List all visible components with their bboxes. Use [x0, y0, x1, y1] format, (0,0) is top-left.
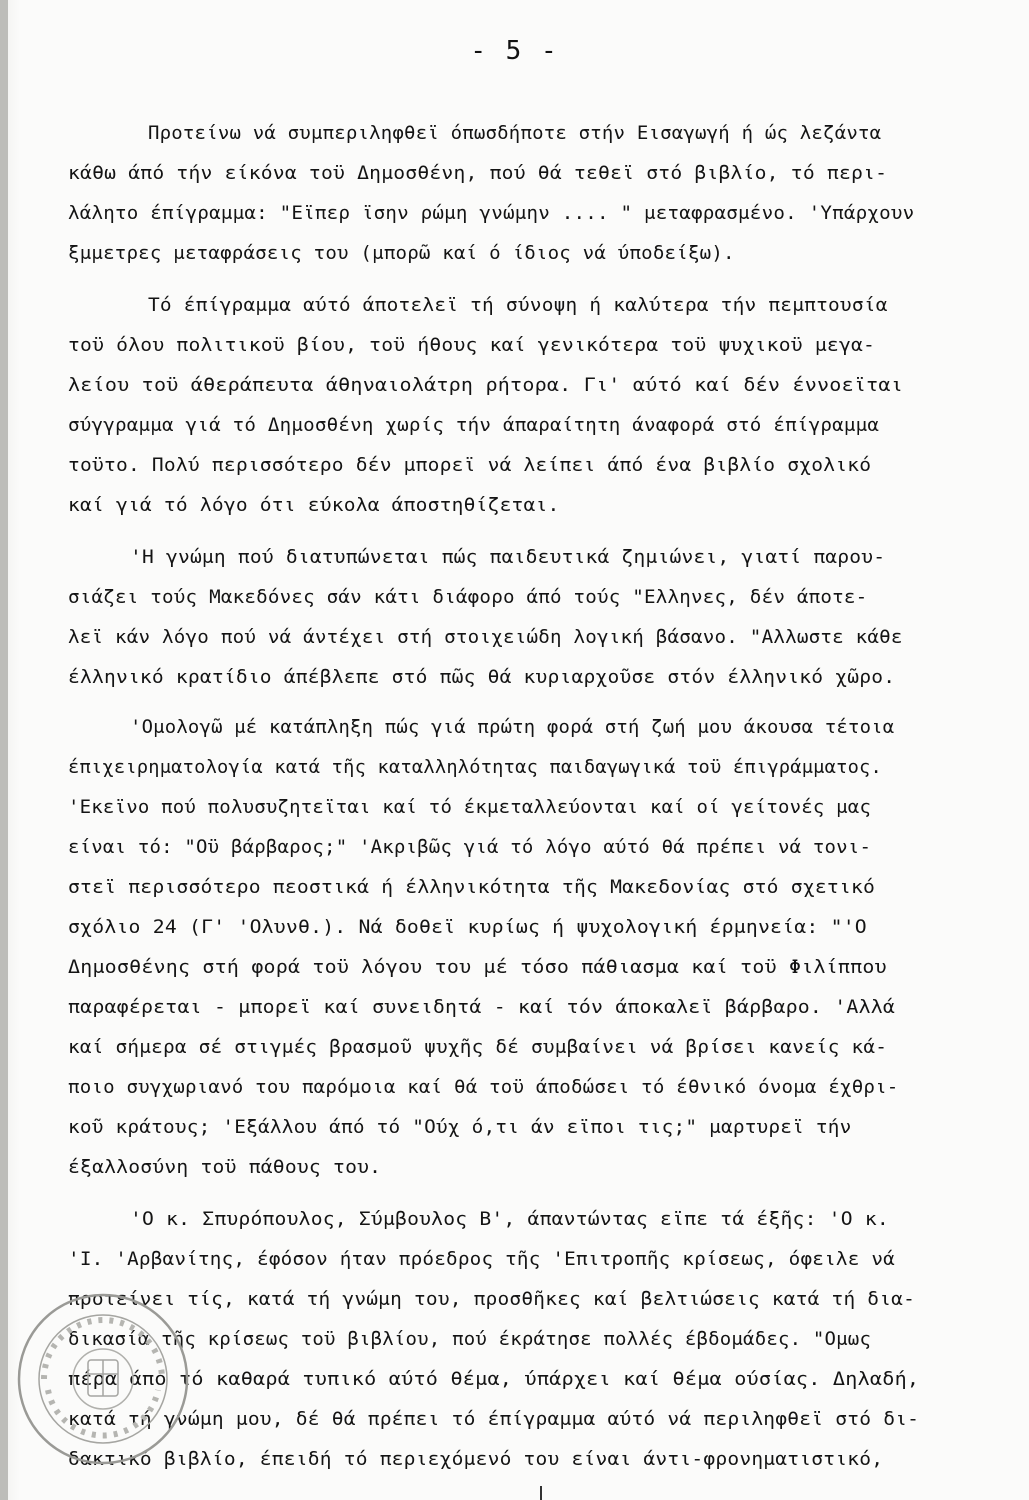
scan-mark [540, 1486, 542, 1500]
text-line: ποιο συγχωριανό του παρόμοια καί θά τοϋ άποδώσει τό έθνικό όνομα έχθρι- [68, 1076, 899, 1098]
text-line: έξαλλοσύνη τοϋ πάθους του. [68, 1156, 382, 1178]
official-seal-stamp [14, 1290, 192, 1468]
text-line: ξμμετρες μεταφράσεις του (μπορῶ καί ό ίδιος νά ύποδείξω). [68, 242, 735, 264]
text-line: Τό έπίγραμμα αύτό άποτελεϊ τή σύνοψη ή καλύτερα τήν πεμπτουσία [148, 294, 888, 316]
text-line: 'Εκεϊνο πού πολυσυζητεϊται καί τό έκμεταλλεύονται καί οί γείτονές μας [68, 796, 872, 818]
text-line: κατά τή γνώμη μου, δέ θά πρέπει τό έπίγραμμα αύτό νά περιληφθεϊ στό δι- [68, 1408, 920, 1430]
text-line: Δημοσθένης στή φορά τοϋ λόγου του μέ τόσο πάθιασμα καί τοϋ Φιλίππου [68, 956, 887, 978]
text-line: στεϊ περισσότερο πεοστικά ή έλληνικότητα τῆς Μακεδονίας στό σχετικό [68, 876, 876, 898]
text-line: δακτικό βιβλίο, έπειδή τό περιεχόμενό του είναι άντι-φρονηματιστικό, [68, 1448, 884, 1470]
text-line: καί σήμερα σέ στιγμές βρασμοῦ ψυχῆς δέ συμβαίνει νά βρίσει κανείς κά- [68, 1036, 888, 1058]
text-line: πέρα άπό τό καθαρά τυπικό αύτό θέμα, ύπάρχει καί θέμα ούσίας. Δηλαδή, [68, 1368, 920, 1390]
text-line: έπιχειρηματολογία κατά τῆς καταλληλότητας παιδαγωγικά τοϋ έπιγράμματος. [68, 756, 882, 778]
text-line: 'Ι. 'Αρβανίτης, έφόσον ήταν πρόεδρος τῆς 'Επιτροπῆς κρίσεως, όφειλε νά [68, 1248, 895, 1270]
text-line: έλληνικό κρατίδιο άπέβλεπε στό πῶς θά κυριαρχοῦσε στόν έλληνικό χῶρο. [68, 666, 896, 688]
text-line: λεϊ κάν λόγο πού νά άντέχει στή στοιχειώδη λογική βάσανο. "Αλλωστε κάθε [68, 626, 903, 648]
text-line: δικασία τῆς κρίσεως τοϋ βιβλίου, πού έκράτησε πολλές έβδομάδες. "Ομως [68, 1328, 872, 1350]
text-line: 'Η γνώμη πού διατυπώνεται πώς παιδευτικά ζημιώνει, γιατί παρου- [130, 546, 886, 568]
text-line: καί γιά τό λόγο ότι εύκολα άποστηθίζεται. [68, 494, 560, 516]
text-line: παραφέρεται - μπορεϊ καί συνειδητά - καί τόν άποκαλεϊ βάρβαρο. 'Αλλά [68, 996, 896, 1018]
text-line: 'Ομολογῶ μέ κατάπληξη πώς γιά πρώτη φορά στή ζωή μου άκουσα τέτοια [130, 716, 895, 738]
text-line: κοῦ κράτους; 'Εξάλλου άπό τό "Ούχ ό,τι άν εϊποι τις;" μαρτυρεϊ τήν [68, 1116, 852, 1138]
text-line: τοϋ όλου πολιτικοϋ βίου, τοϋ ήθους καί γενικότερα τοϋ ψυχικοϋ μεγα- [68, 334, 876, 356]
text-line: 'Ο κ. Σπυρόπουλος, Σύμβουλος Β', άπαντώντας εϊπε τά έξῆς: 'Ο κ. [130, 1208, 889, 1230]
text-line: κάθω άπό τήν είκόνα τοϋ Δημοσθένη, πού θά τεθεϊ στό βιβλίο, τό περι- [68, 162, 888, 184]
text-line: σχόλιο 24 (Γ' 'Ολυνθ.). Νά δοθεϊ κυρίως ή ψυχολογική έρμηνεία: "'Ο [68, 916, 867, 938]
text-line: λάλητο έπίγραμμα: "Εϊπερ ϊσην ρώμη γνώμην .... " μεταφρασμένο. 'Υπάρχουν [68, 202, 915, 224]
page-number: - 5 - [470, 36, 559, 66]
text-line: τοϋτο. Πολύ περισσότερο δέν μπορεϊ νά λείπει άπό ένα βιβλίο σχολικό [68, 454, 872, 476]
text-line: είναι τό: "Οϋ βάρβαρος;" 'Ακριβῶς γιά τό λόγο αύτό θά πρέπει νά τονι- [68, 836, 872, 858]
text-line: σιάζει τούς Μακεδόνες σάν κάτι διάφορο άπό τούς "Ελληνες, δέν άποτε- [68, 586, 868, 608]
text-line: Προτείνω νά συμπεριληφθεϊ όπωσδήποτε στήν Εισαγωγή ή ώς λεζάντα [148, 122, 882, 144]
text-line: σύγγραμμα γιά τό Δημοσθένη χωρίς τήν άπαραίτητη άναφορά στό έπίγραμμα [68, 414, 880, 436]
text-line: προτείνει τίς, κατά τή γνώμη του, προσθῆκες καί βελτιώσεις κατά τή δια- [68, 1288, 916, 1310]
text-line: λείου τοϋ άθεράπευτα άθηναιολάτρη ρήτορα. Γι' αύτό καί δέν έννοεϊται [68, 374, 903, 396]
